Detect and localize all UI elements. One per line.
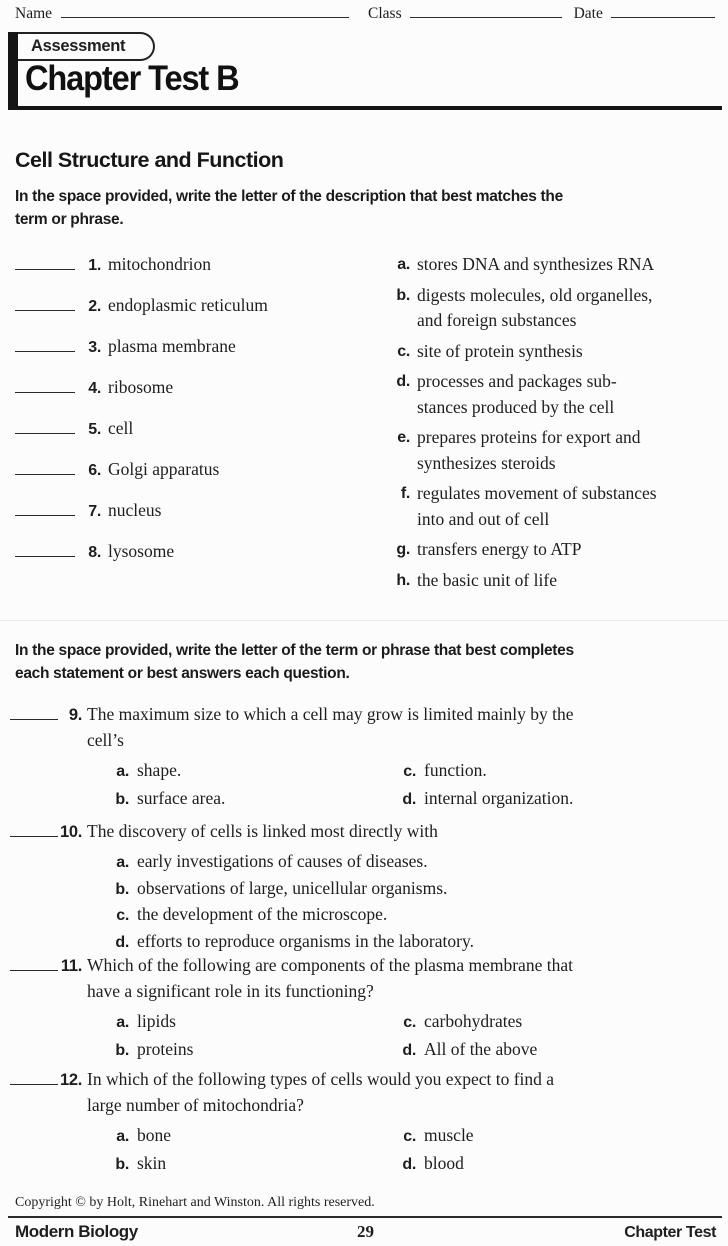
question-text: In which of the following types of cells would you expect to find a <box>87 1069 555 1089</box>
option-item <box>114 758 401 785</box>
question-block-12 <box>8 1066 720 1177</box>
term-text: ribosome <box>108 377 174 397</box>
option-item <box>401 1123 720 1150</box>
option-item <box>114 1037 401 1064</box>
description-item <box>390 425 722 476</box>
answer-blank <box>15 378 75 393</box>
matching-instructions <box>15 186 713 231</box>
options-grid <box>114 1009 720 1063</box>
option-text: surface area. <box>137 787 226 808</box>
term-text: lysosome <box>108 541 175 561</box>
description-text: prepares proteins for export and <box>417 427 641 447</box>
option-item <box>401 1037 720 1064</box>
option-item <box>114 902 720 929</box>
option-item <box>114 1151 401 1178</box>
copyright-notice: Copyright © by Holt, Rinehart and Winston. All rights reserved. <box>15 1195 375 1210</box>
option-text: blood <box>424 1152 464 1173</box>
answer-blank <box>10 955 58 971</box>
description-text: stores DNA and synthesizes RNA <box>417 254 655 274</box>
question-text: have a significant role in its functioning? <box>87 981 374 1001</box>
option-item <box>114 1009 401 1036</box>
term-text: plasma membrane <box>108 336 236 356</box>
question-block-9 <box>8 701 720 812</box>
banner-left-bar <box>8 32 18 107</box>
term-row <box>15 541 390 561</box>
answer-blank <box>10 1069 58 1085</box>
answer-blank <box>15 542 75 557</box>
term-row <box>15 500 390 520</box>
term-number: 3. <box>88 339 101 356</box>
date-label: Date <box>573 5 603 22</box>
description-item <box>390 339 722 365</box>
description-text: digests molecules, old organelles, <box>417 284 653 305</box>
term-number: 2. <box>88 298 101 315</box>
option-text: internal organization. <box>424 787 574 808</box>
description-text: the basic unit of life <box>417 569 557 590</box>
description-text: synthesizes steroids <box>417 452 556 473</box>
option-letter: a. <box>116 1128 129 1145</box>
term-row <box>15 418 390 438</box>
term-number: 5. <box>88 421 101 438</box>
option-item <box>401 786 720 813</box>
option-letter: d. <box>402 790 416 808</box>
term-text: cell <box>108 418 134 438</box>
option-text: lipids <box>137 1011 176 1031</box>
option-item <box>401 758 720 785</box>
question-block-11 <box>8 952 720 1063</box>
option-letter: a. <box>116 1014 129 1031</box>
term-text: Golgi apparatus <box>108 459 220 479</box>
answer-blank <box>10 821 58 837</box>
term-number: 7. <box>88 503 101 520</box>
answer-blank <box>15 255 75 270</box>
option-text: skin <box>137 1152 167 1173</box>
option-text: All of the above <box>424 1038 538 1059</box>
term-number: 8. <box>88 544 101 561</box>
option-letter: d. <box>402 1155 416 1173</box>
description-item <box>390 537 722 563</box>
description-item <box>390 369 722 420</box>
name-fill-line <box>61 4 349 18</box>
instructions-line: term or phrase. <box>15 210 124 228</box>
description-letter: e. <box>397 429 410 446</box>
answer-blank <box>15 296 75 311</box>
options-list <box>114 849 720 955</box>
term-text: nucleus <box>108 500 162 520</box>
option-item <box>114 1123 401 1150</box>
option-letter: a. <box>116 854 129 871</box>
description-text: into and out of cell <box>417 508 550 529</box>
class-fill-line <box>410 4 562 18</box>
instructions-line: In the space provided, write the letter of the term or phrase that best completes <box>15 642 574 659</box>
assessment-tab: Assessment <box>18 32 155 61</box>
option-letter: b. <box>115 790 129 808</box>
description-item <box>390 283 722 334</box>
option-text: function. <box>424 760 487 780</box>
option-letter: d. <box>115 933 129 951</box>
question-text: large number of mitochondria? <box>87 1095 304 1115</box>
question-number: 10. <box>59 823 82 841</box>
question-text: Which of the following are components of the plasma membrane that <box>87 955 573 975</box>
question-text: The discovery of cells is linked most directly with <box>87 821 438 841</box>
option-letter: c. <box>116 907 129 924</box>
question-number: 9. <box>68 706 82 724</box>
description-letter: a. <box>397 256 410 273</box>
description-letter: g. <box>396 541 410 558</box>
answer-blank <box>15 337 75 352</box>
page-title: Chapter Test B <box>25 59 239 98</box>
class-label: Class <box>368 5 402 22</box>
option-letter: a. <box>116 763 129 780</box>
description-letter: h. <box>396 571 410 589</box>
term-number: 6. <box>88 462 101 479</box>
description-letter: f. <box>400 485 410 502</box>
date-fill-line <box>611 4 715 18</box>
term-row <box>15 377 390 397</box>
options-grid <box>114 758 720 812</box>
question-number: 11. <box>60 957 82 975</box>
option-item <box>114 849 720 876</box>
option-text: muscle <box>424 1125 474 1145</box>
footer-row <box>15 1222 716 1242</box>
top-fields-row <box>15 4 718 23</box>
description-text: stances produced by the cell <box>417 396 615 417</box>
option-text: early investigations of causes of diseases. <box>137 851 428 871</box>
option-letter: c. <box>403 763 416 780</box>
option-item <box>114 876 720 903</box>
answer-blank <box>15 419 75 434</box>
descriptions-column <box>390 252 722 598</box>
terms-column <box>15 254 390 582</box>
option-text: proteins <box>137 1038 194 1059</box>
description-text: processes and packages sub- <box>417 371 617 391</box>
option-item <box>114 786 401 813</box>
description-item <box>390 568 722 594</box>
term-row <box>15 254 390 274</box>
term-text: endoplasmic reticulum <box>108 295 268 315</box>
option-letter: b. <box>115 880 129 898</box>
term-row <box>15 336 390 356</box>
option-letter: b. <box>115 1041 129 1059</box>
instructions-line: In the space provided, write the letter of the description that best matches the <box>15 188 563 205</box>
term-text: mitochondrion <box>108 254 212 274</box>
answer-blank <box>15 460 75 475</box>
description-item <box>390 252 722 278</box>
question-text: cell’s <box>87 730 124 750</box>
answer-blank <box>15 501 75 516</box>
option-letter: c. <box>403 1128 416 1145</box>
description-text: regulates movement of substances <box>417 483 657 503</box>
option-item <box>401 1151 720 1178</box>
name-label: Name <box>15 5 53 22</box>
option-text: observations of large, unicellular organisms. <box>137 877 448 898</box>
question-block-10 <box>8 818 720 955</box>
banner-rule <box>8 106 722 110</box>
banner <box>8 32 722 110</box>
description-item <box>390 481 722 532</box>
option-text: efforts to reproduce organisms in the laboratory. <box>137 930 474 951</box>
question-text: The maximum size to which a cell may grow is limited mainly by the <box>87 704 574 724</box>
multiple-choice-instructions <box>15 640 713 685</box>
instructions-line: each statement or best answers each question. <box>15 664 350 682</box>
description-letter: b. <box>396 286 410 304</box>
footer-page-number: 29 <box>357 1222 374 1241</box>
description-text: transfers energy to ATP <box>417 539 582 559</box>
option-item <box>401 1009 720 1036</box>
description-text: site of protein synthesis <box>417 340 583 361</box>
answer-blank <box>10 704 58 720</box>
term-number: 4. <box>88 380 101 397</box>
option-text: carbohydrates <box>424 1011 523 1031</box>
term-row <box>15 459 390 479</box>
option-letter: b. <box>115 1155 129 1173</box>
option-letter: d. <box>402 1041 416 1059</box>
option-text: bone <box>137 1125 172 1145</box>
footer-book-title: Modern Biology <box>15 1222 138 1241</box>
options-grid <box>114 1123 720 1177</box>
footer-doc-type: Chapter Test <box>624 1224 716 1241</box>
question-number: 12. <box>59 1071 82 1089</box>
option-letter: c. <box>403 1014 416 1031</box>
description-letter: c. <box>397 342 410 360</box>
footer-rule <box>8 1216 722 1218</box>
term-row <box>15 295 390 315</box>
option-text: the development of the microscope. <box>137 904 388 924</box>
section-title: Cell Structure and Function <box>15 148 284 172</box>
section-divider <box>0 620 728 621</box>
description-text: and foreign substances <box>417 310 577 330</box>
option-text: shape. <box>137 760 182 780</box>
description-letter: d. <box>396 373 410 390</box>
term-number: 1. <box>88 257 101 274</box>
